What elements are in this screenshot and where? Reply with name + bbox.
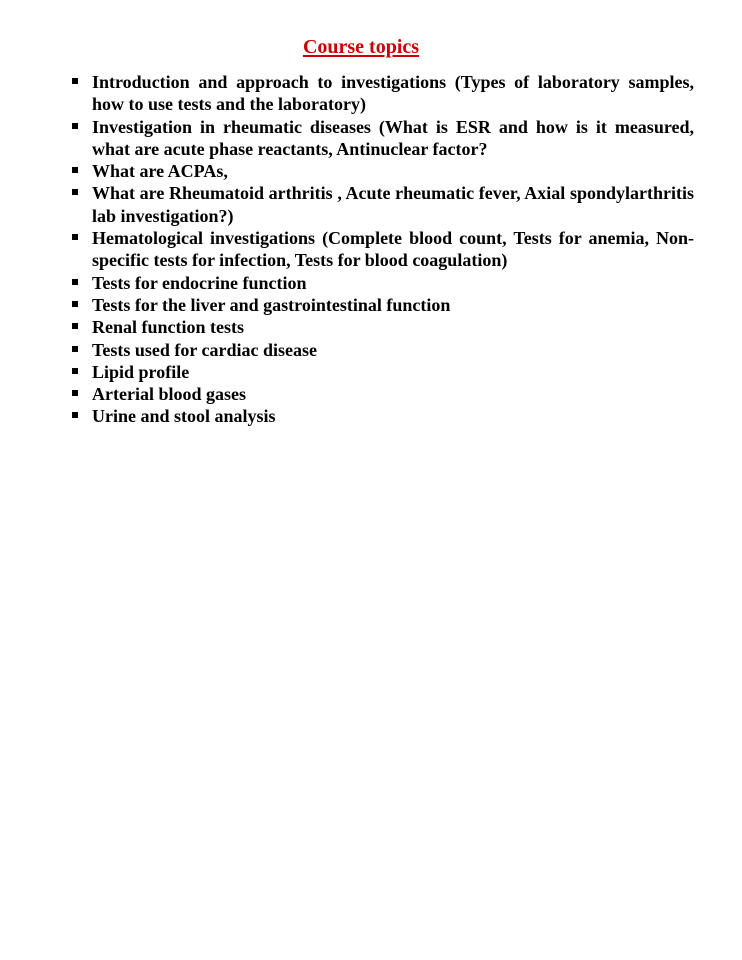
list-item — [70, 160, 694, 182]
list-item — [70, 182, 694, 227]
square-bullet-icon — [72, 78, 78, 84]
list-item — [70, 339, 694, 361]
topic-text: What are Rheumatoid arthritis , Acute rheumatic fever, Axial spondylarthritis lab investigation?) — [92, 183, 694, 226]
topic-text: Renal function tests — [92, 317, 244, 338]
topic-text: Investigation in rheumatic diseases (What is ESR and how is it measured, what are acute phase reactants, Antinuclear factor? — [92, 116, 694, 159]
list-item — [70, 71, 694, 116]
square-bullet-icon — [72, 167, 78, 173]
square-bullet-icon — [72, 234, 78, 240]
topic-text: Urine and stool analysis — [92, 406, 276, 427]
square-bullet-icon — [72, 390, 78, 396]
list-item — [70, 116, 694, 161]
square-bullet-icon — [72, 301, 78, 307]
list-item — [70, 272, 694, 294]
square-bullet-icon — [72, 412, 78, 418]
topic-text: Tests for endocrine function — [92, 272, 307, 293]
list-item — [70, 361, 694, 383]
topic-text: Tests for the liver and gastrointestinal function — [92, 294, 451, 315]
square-bullet-icon — [72, 368, 78, 374]
topic-text: Tests used for cardiac disease — [92, 339, 317, 360]
list-item — [70, 405, 694, 427]
topic-text: Introduction and approach to investigations (Types of laboratory samples, how to use tests and the laboratory) — [92, 72, 694, 115]
topic-text: Lipid profile — [92, 361, 190, 382]
square-bullet-icon — [72, 189, 78, 195]
list-item — [70, 316, 694, 338]
course-topics-list — [70, 71, 694, 428]
square-bullet-icon — [72, 279, 78, 285]
page-title: Course topics — [302, 36, 420, 58]
square-bullet-icon — [72, 123, 78, 129]
topic-text: Arterial blood gases — [92, 384, 246, 405]
list-item — [70, 294, 694, 316]
list-item — [70, 227, 694, 272]
square-bullet-icon — [72, 346, 78, 352]
square-bullet-icon — [72, 323, 78, 329]
topic-text: What are ACPAs, — [92, 161, 228, 182]
list-item — [70, 383, 694, 405]
topic-text: Hematological investigations (Complete blood count, Tests for anemia, Non-specific tests for infection, Tests for blood coagulation) — [92, 228, 694, 271]
